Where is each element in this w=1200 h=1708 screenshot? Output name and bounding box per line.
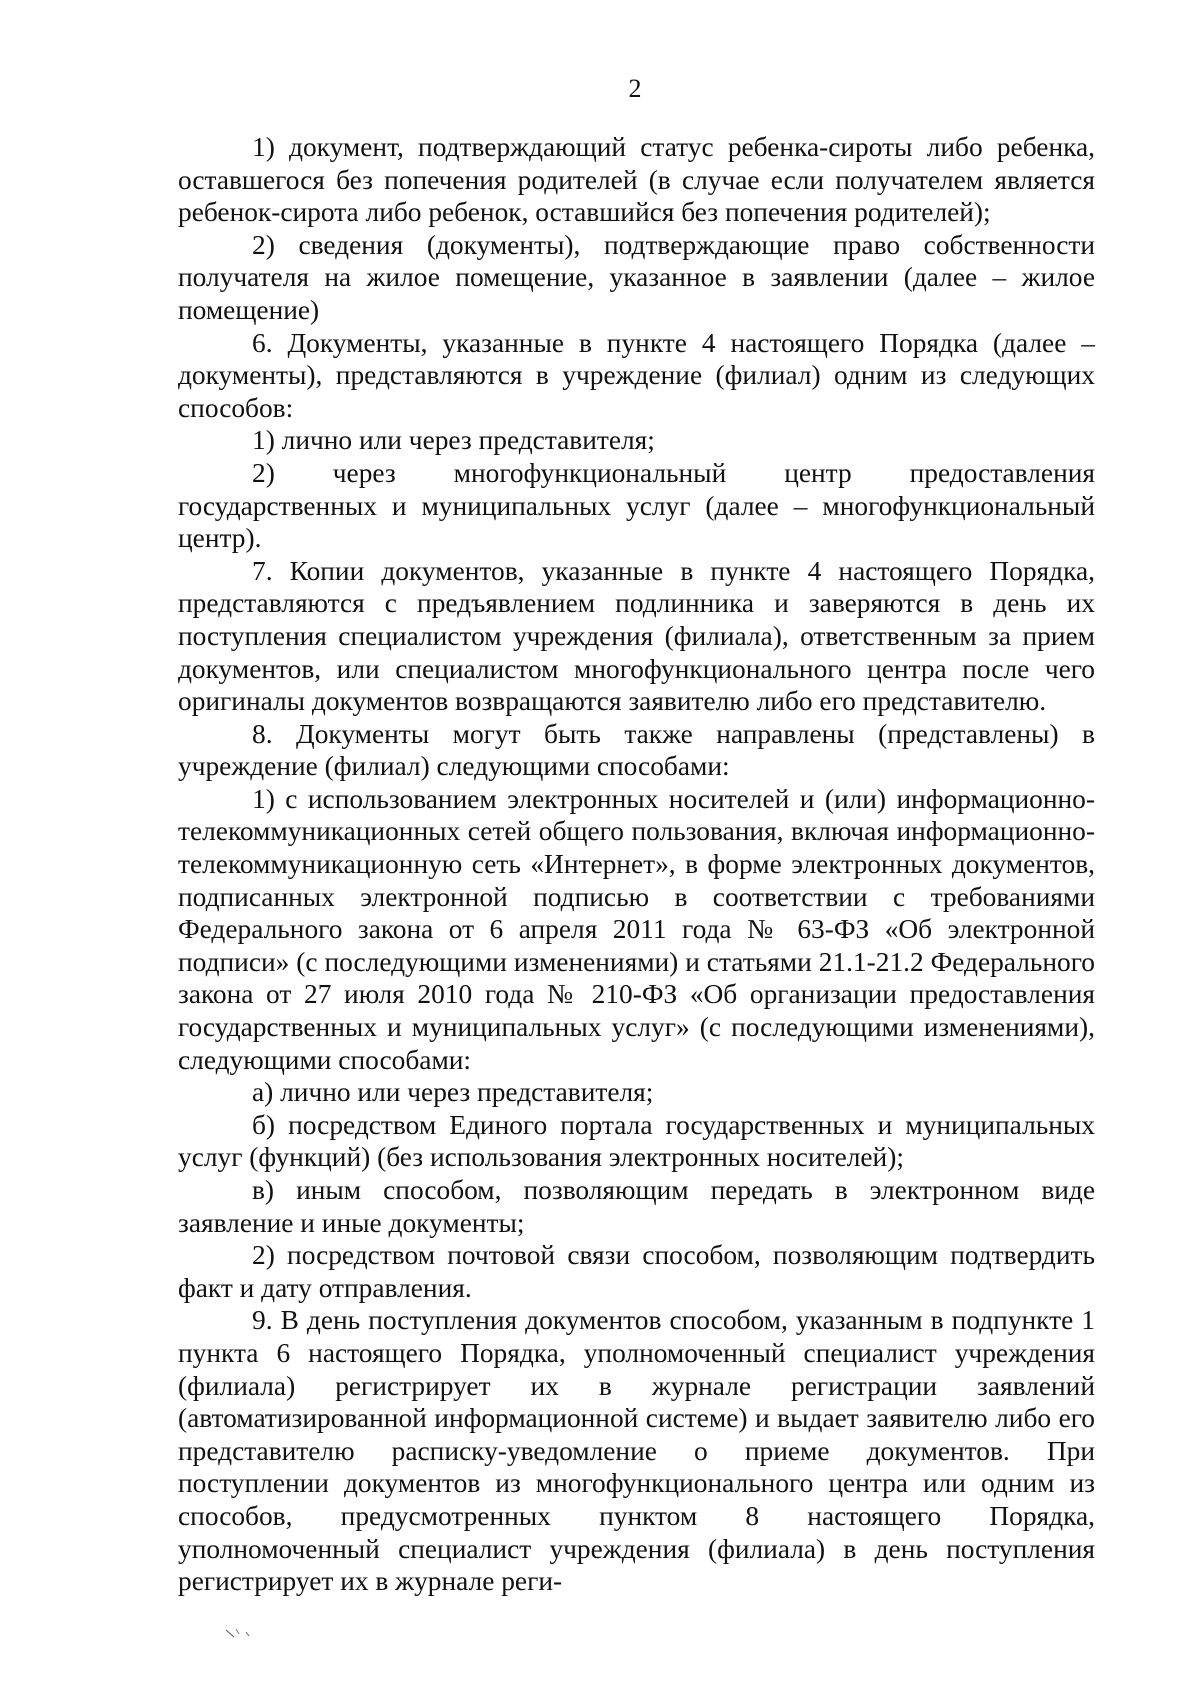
document-body [178,131,1095,1598]
scan-artifact-mark [224,1628,254,1642]
paragraph-point-8-item-b: б) посредством Единого портала государственных и муниципальных услуг (функций) (без использования электронных носителей); [178,1109,1095,1173]
paragraph-point-8-item-v: в) иным способом, позволяющим передать в электронном виде заявление и иные документы; [178,1175,1095,1238]
paragraph-point-6-item-1: 1) лично или через представителя; [252,425,655,456]
paragraph-point-8-item-a: а) лично или через представителя; [252,1077,654,1108]
paragraph-point-6: 6. Документы, указанные в пункте 4 настоящего Порядка (далее – документы), представляются в учреждение (филиал) одним из следующих способов: [178,327,1095,423]
paragraph-point-8: 8. Документы могут быть также направлены (представлены) в учреждение (филиал) следующими способами: [178,718,1095,782]
paragraph-point-7: 7. Копии документов, указанные в пункте 4 настоящего Порядка, представляются с предъявлением подлинника и заверяются в день их поступления специалистом учреждения (филиала), ответственным за прием документов, или специалистом многофункционального центра после чего оригиналы документов возвращаются заявителю либо его представителю. [178,555,1095,717]
paragraph-point-8-item-1: 1) с использованием электронных носителей и (или) информационно-телекоммуникационных сетей общего пользования, включая информационно-телекоммуникационную сеть «Интернет», в форме электронных документов, подписанных электронной подписью в соответствии с требованиями Федерального закона от 6 апреля 2011 года № 63-ФЗ «Об электронной подписи» (с последующими изменениями) и статьями 21.1-21.2 Федерального закона от 27 июля 2010 года № 210-ФЗ «Об организации предоставления государственных и муниципальных услуг» (с последующими изменениями), следующими способами: [178,783,1095,1075]
paragraph-point-9: 9. В день поступления документов способом, указанным в подпункте 1 пункта 6 настоящего Порядка, уполномоченный специалист учреждения (филиала) регистрирует их в журнале регистрации заявлений (автоматизированной информационной системе) и выдает заявителю либо его представителю расписку-уведомление о приеме документов. При поступлении документов из многофункционального центра или одним из способов, предусмотренных пунктом 8 настоящего Порядка, уполномоченный специалист учреждения (филиала) в день поступления регистрирует их в журнале реги- [178,1305,1095,1597]
paragraph-item-2-ownership: 2) сведения (документы), подтверждающие право собственности получателя на жилое помещение, указанное в заявлении (далее – жилое помещение) [178,229,1095,325]
paragraph-point-8-item-2: 2) посредством почтовой связи способом, позволяющим подтвердить факт и дату отправления. [178,1240,1095,1303]
paragraph-item-1-orphan-status: 1) документ, подтверждающий статус ребенка-сироты либо ребенка, оставшегося без попечения родителей (в случае если получателем является ребенок-сирота либо ребенок, оставшийся без попечения родителей); [178,132,1095,228]
paragraph-point-6-item-2: 2) через многофункциональный центр предоставления государственных и муниципальных услуг (далее – многофункциональный центр). [178,457,1095,554]
page-number: 2 [628,74,642,103]
